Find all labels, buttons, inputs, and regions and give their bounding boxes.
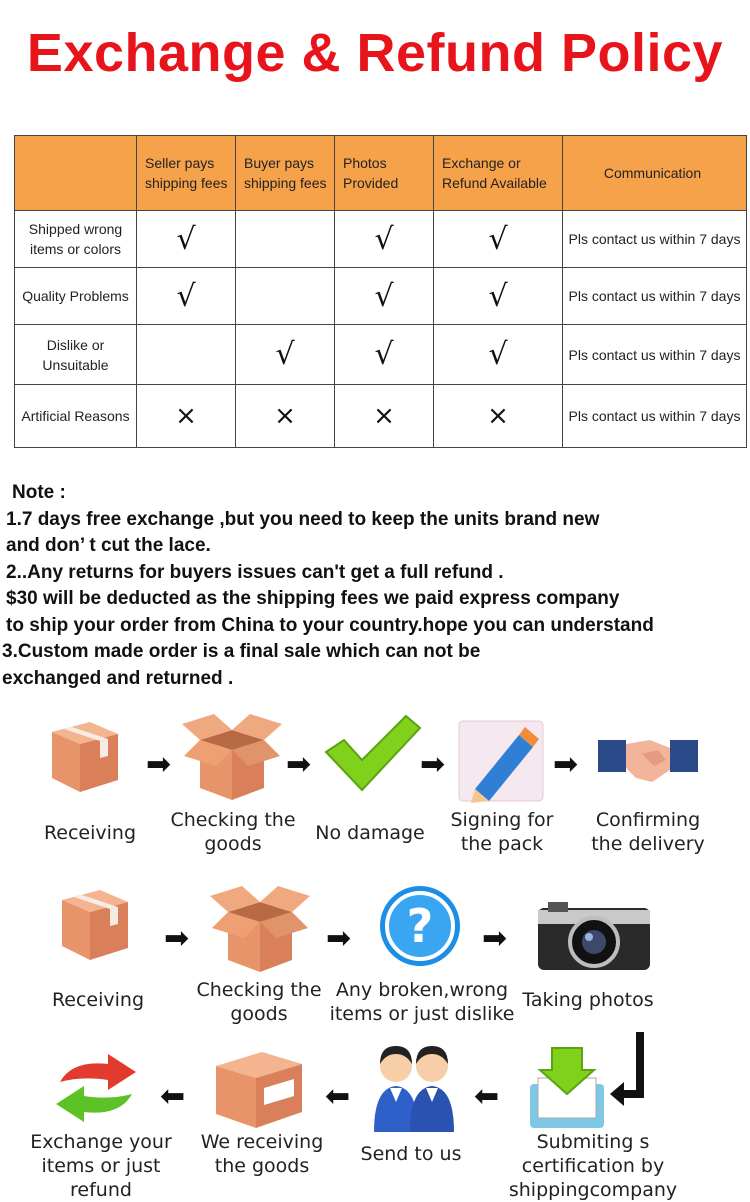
step-label: Taking photos (522, 989, 654, 1011)
step-label: Any broken,wrong items or just dislike (329, 979, 515, 1025)
photos-mark: × (335, 385, 434, 448)
question-icon (378, 884, 462, 968)
row-label: Artificial Reasons (15, 385, 137, 448)
buyer-pays-mark (236, 268, 335, 325)
step-label: Submiting s certification by shippingcompany (508, 1131, 678, 1201)
table-header-row (15, 136, 747, 211)
table-header-communication: Communication (563, 136, 747, 211)
arrow-right-icon: ➡ (164, 921, 190, 956)
communication-cell: Pls contact us within 7 days (563, 325, 747, 385)
communication-cell: Pls contact us within 7 days (563, 268, 747, 325)
customer-service-icon (366, 1040, 462, 1136)
table-row (15, 211, 747, 268)
seller-pays-mark: √ (137, 211, 236, 268)
arrow-left-icon: ⬅ (474, 1079, 500, 1114)
arrow-down-left-icon (610, 1032, 650, 1112)
open-box-icon (206, 872, 314, 976)
table-header-exchange: Exchange or Refund Available (434, 136, 563, 211)
communication-cell: Pls contact us within 7 days (563, 385, 747, 448)
note-line: $30 will be deducted as the shipping fees we paid express company (6, 588, 620, 609)
step-label: We receiving the goods (200, 1131, 324, 1177)
seller-pays-mark: × (137, 385, 236, 448)
upload-certificate-icon (522, 1044, 612, 1132)
step-label: Receiving (43, 822, 137, 844)
note-heading: Note : (12, 482, 66, 503)
package-icon (206, 1044, 310, 1130)
handshake-icon (596, 732, 700, 788)
arrow-right-icon: ➡ (286, 747, 312, 782)
note-line: and don’ t cut the lace. (6, 535, 211, 556)
row-label: Dislike or Unsuitable (15, 325, 137, 385)
photos-mark: √ (335, 211, 434, 268)
policy-table (14, 135, 747, 448)
step-label: Checking the goods (196, 979, 322, 1025)
step-label: Send to us (360, 1143, 462, 1165)
arrow-right-icon: ➡ (146, 747, 172, 782)
arrow-left-icon: ⬅ (160, 1079, 186, 1114)
table-row (15, 385, 747, 448)
box-icon (52, 880, 136, 964)
camera-icon (534, 898, 654, 972)
box-icon (42, 712, 126, 796)
arrow-right-icon: ➡ (482, 921, 508, 956)
table-header-seller-pays: Seller pays shipping fees (137, 136, 236, 211)
step-label: No damage (315, 822, 425, 844)
arrow-right-icon: ➡ (326, 921, 352, 956)
table-header-corner (15, 136, 137, 211)
exchange-mark: √ (434, 211, 563, 268)
exchange-mark: √ (434, 268, 563, 325)
arrow-right-icon: ➡ (553, 747, 579, 782)
note-line: 3.Custom made order is a final sale which can not be (2, 641, 481, 662)
note-line: exchanged and returned . (2, 667, 234, 689)
seller-pays-mark: √ (137, 268, 236, 325)
buyer-pays-mark (236, 211, 335, 268)
step-label: Receiving (51, 989, 145, 1011)
communication-cell: Pls contact us within 7 days (563, 211, 747, 268)
row-label: Quality Problems (15, 268, 137, 325)
step-label: Signing for the pack (450, 809, 554, 855)
seller-pays-mark (137, 325, 236, 385)
page-title: Exchange & Refund Policy (26, 23, 724, 83)
table-header-buyer-pays: Buyer pays shipping fees (236, 136, 335, 211)
exchange-mark: √ (434, 325, 563, 385)
buyer-pays-mark: × (236, 385, 335, 448)
row-label: Shipped wrong items or colors (15, 211, 137, 268)
step-label: Confirming the delivery (591, 809, 705, 855)
note-line: 1.7 days free exchange ,but you need to keep the units brand new (6, 508, 600, 530)
arrow-right-icon: ➡ (420, 747, 446, 782)
checkmark-icon (322, 712, 422, 794)
exchange-arrows-icon (52, 1052, 140, 1124)
photos-mark: √ (335, 325, 434, 385)
exchange-mark: × (434, 385, 563, 448)
note-section (2, 480, 750, 692)
svg-text:?: ? (406, 899, 434, 953)
pen-sign-icon (455, 717, 547, 805)
buyer-pays-mark: √ (236, 325, 335, 385)
note-line: 2..Any returns for buyers issues can't get a full refund . (6, 561, 504, 583)
table-row (15, 268, 747, 325)
step-label: Checking the goods (170, 809, 296, 855)
open-box-icon (178, 700, 286, 804)
arrow-left-icon: ⬅ (325, 1079, 351, 1114)
table-row (15, 325, 747, 385)
note-line: to ship your order from China to your country.hope you can understand (6, 614, 654, 636)
step-label: Exchange your items or just refund (30, 1131, 172, 1201)
table-header-photos: Photos Provided (335, 136, 434, 211)
photos-mark: √ (335, 268, 434, 325)
